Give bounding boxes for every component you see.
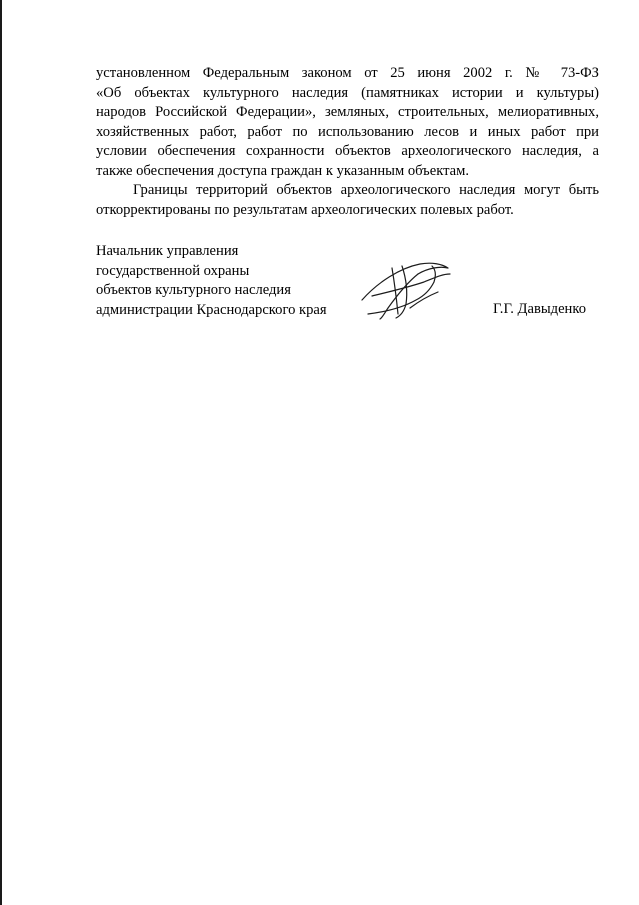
- text-line: установленном Федеральным законом от 25 июня 2002 г. № 73-ФЗ: [96, 65, 599, 81]
- position-line: администрации Краснодарского края: [96, 301, 327, 318]
- text-line: «Об объектах культурного наследия (памятниках истории и культуры): [96, 84, 599, 101]
- signatory-position: [96, 242, 356, 320]
- text-line: также обеспечения доступа граждан к указанным объектам.: [96, 162, 470, 179]
- signatory-name: Г.Г. Давыденко: [493, 301, 587, 317]
- text-line: условии обеспечения сохранности объектов археологического наследия, а: [96, 143, 599, 159]
- text-line: Границы территорий объектов археологического наследия могут быть: [133, 182, 599, 198]
- position-line: государственной охраны: [96, 262, 250, 279]
- text-line: хозяйственных работ, работ по использованию лесов и иных работ при: [96, 123, 599, 140]
- position-line: Начальник управления: [96, 243, 239, 259]
- page-left-edge: [0, 0, 2, 905]
- paragraph-boundaries: [96, 181, 599, 220]
- document-body: [96, 64, 599, 220]
- paragraph-continuation: [96, 64, 599, 181]
- handwritten-signature: [358, 256, 458, 322]
- text-line: откорректированы по результатам археологических полевых работ.: [96, 201, 514, 218]
- position-line: объектов культурного наследия: [96, 282, 291, 298]
- text-line: народов Российской Федерации», земляных, строительных, мелиоративных,: [96, 104, 599, 120]
